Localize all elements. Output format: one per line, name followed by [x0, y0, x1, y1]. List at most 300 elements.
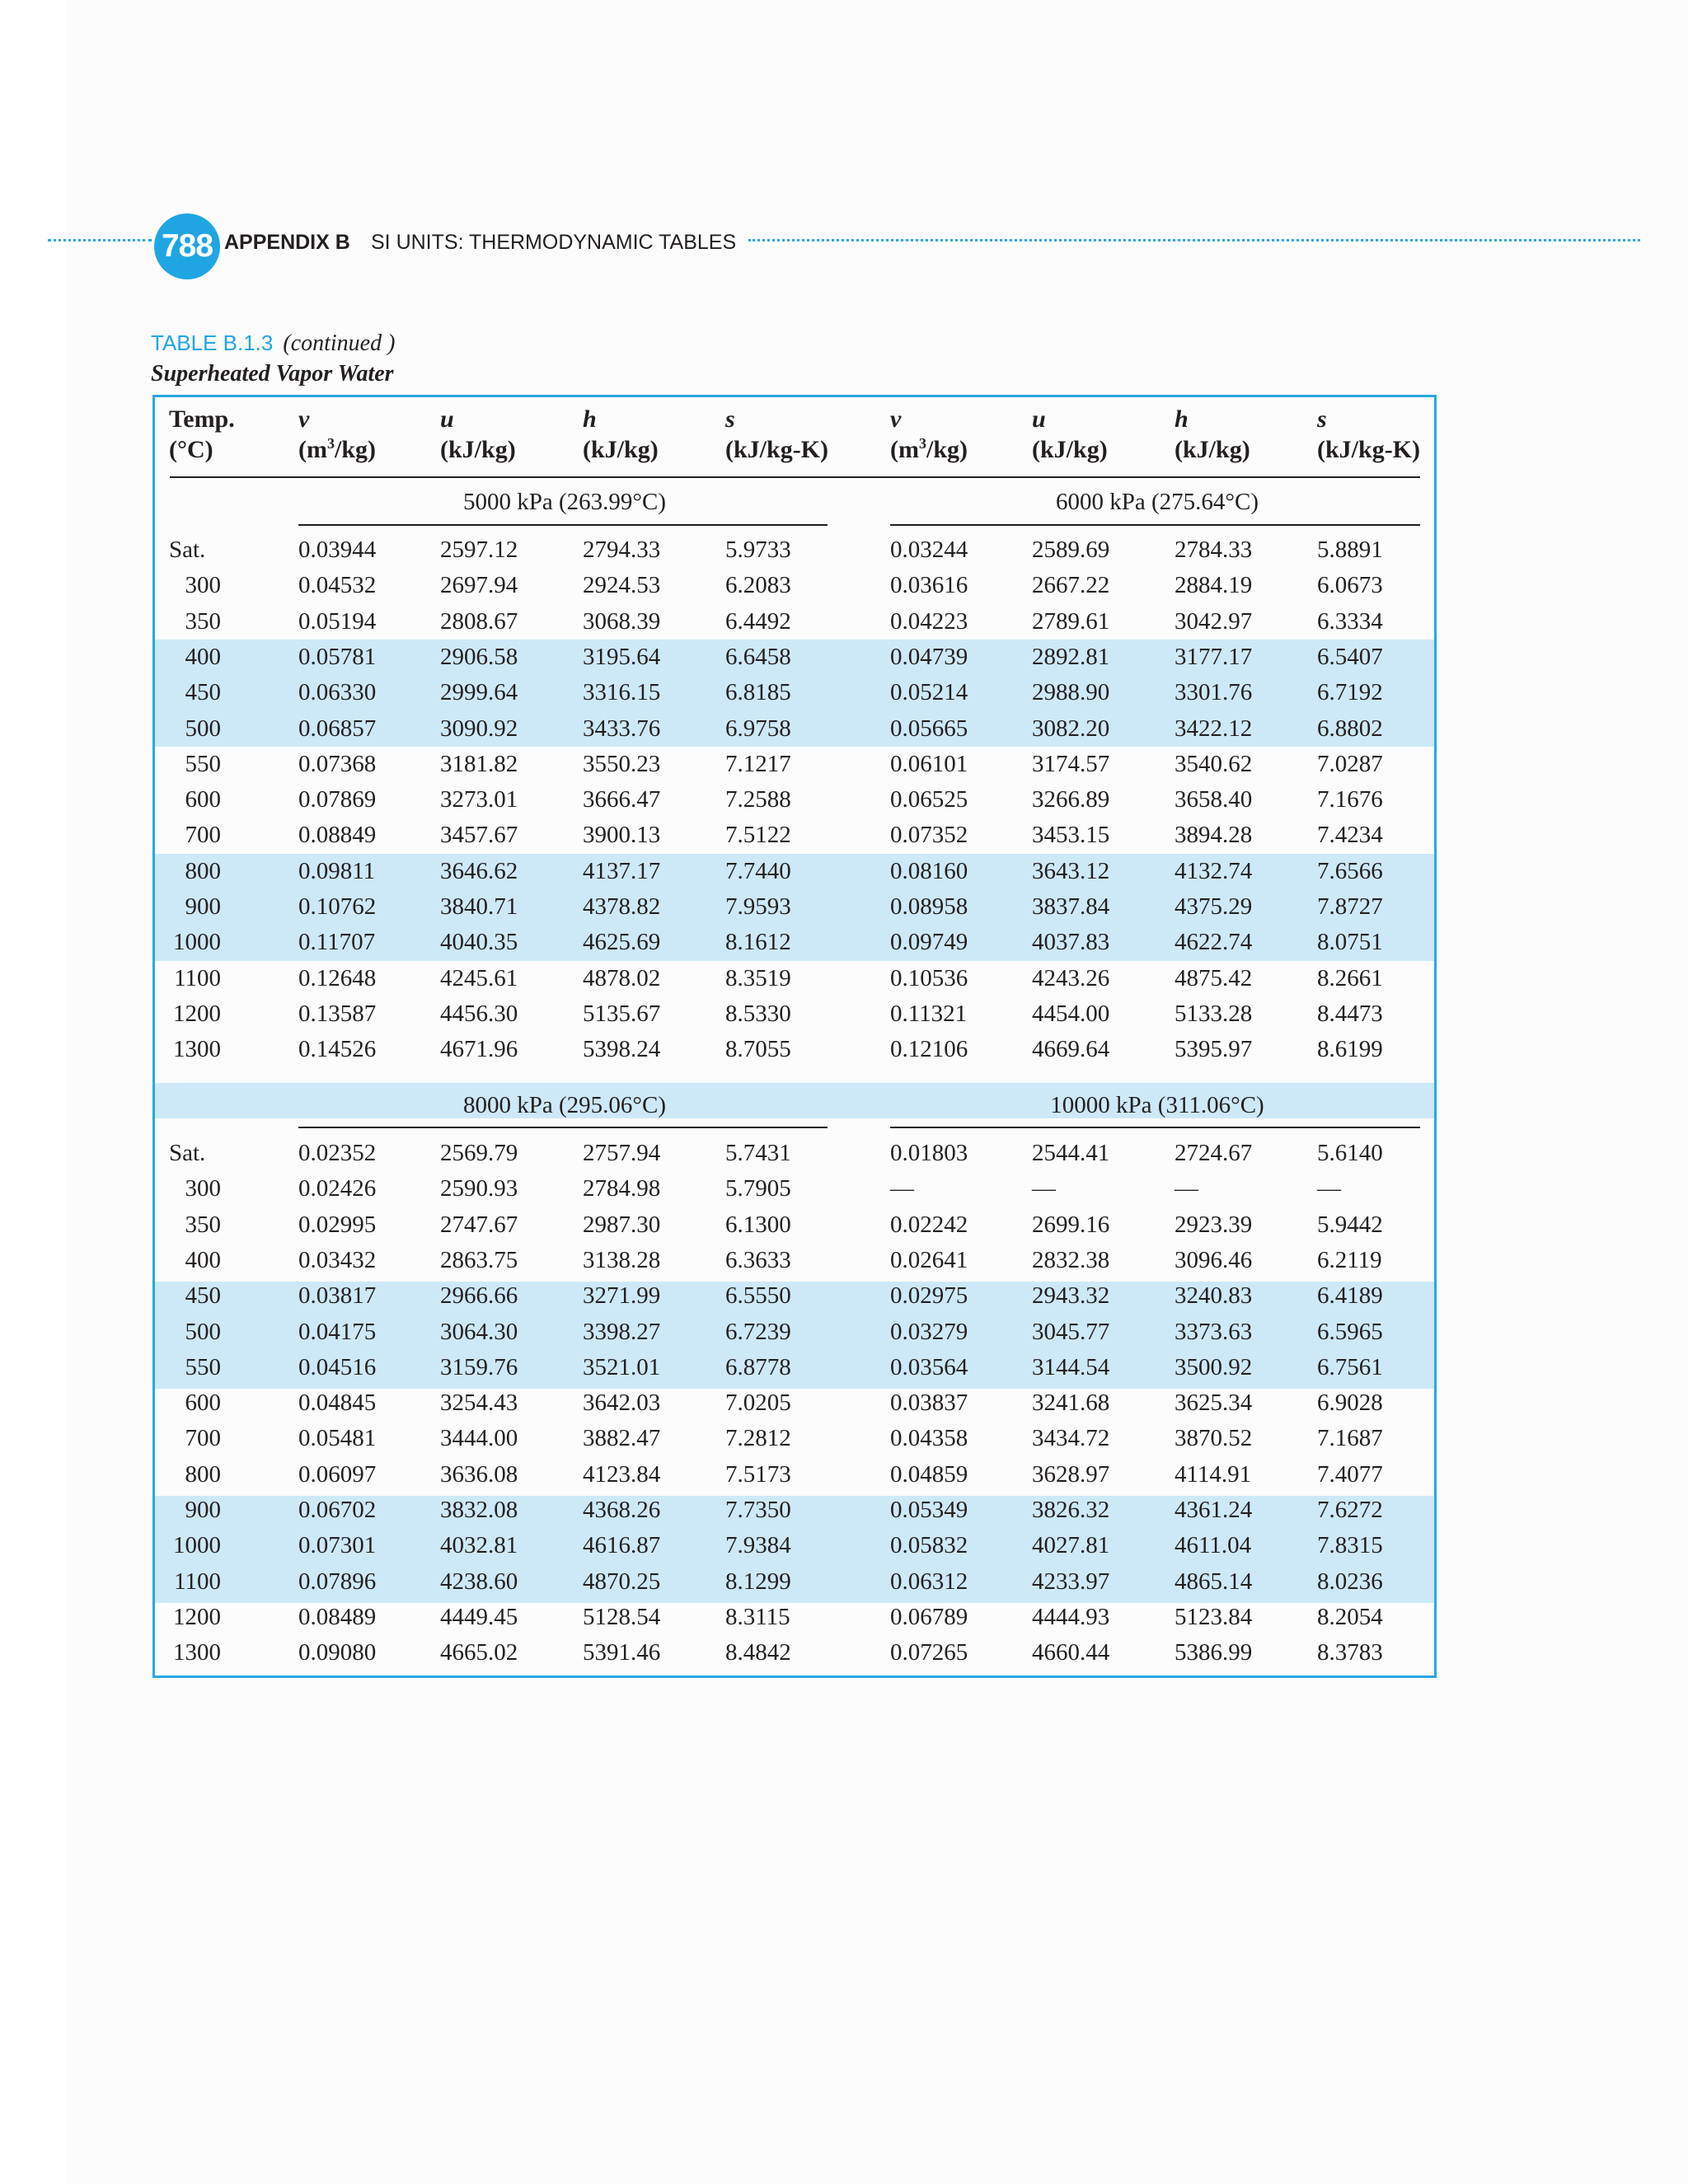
temperature-cell: 800	[185, 1460, 221, 1488]
value-cell: 8.6199	[1317, 1036, 1383, 1063]
value-cell: 0.03432	[298, 1246, 377, 1273]
value-cell: 8.5330	[725, 1000, 791, 1027]
column-header-unit: (kJ/kg)	[440, 436, 516, 463]
value-cell: 7.8315	[1317, 1532, 1383, 1559]
value-cell: 2966.66	[440, 1282, 518, 1310]
value-cell: 6.8185	[725, 679, 791, 706]
table-row	[0, 1207, 1688, 1243]
header-rule	[170, 476, 1420, 478]
value-cell: 2794.33	[583, 537, 661, 563]
value-cell: 0.06789	[890, 1603, 968, 1630]
temperature-cell: 550	[185, 1353, 221, 1380]
value-cell: 3271.99	[583, 1282, 661, 1310]
value-cell: 8.1612	[725, 929, 791, 956]
value-cell: 8.1299	[725, 1568, 791, 1595]
value-cell: 0.05214	[890, 679, 968, 706]
value-cell: 3045.77	[1032, 1318, 1110, 1345]
value-cell: 6.5965	[1317, 1318, 1383, 1345]
temperature-cell: 600	[185, 786, 221, 813]
temperature-cell: 1000	[173, 1532, 221, 1559]
column-header-var: Temp.	[169, 405, 235, 433]
value-cell: 0.04845	[298, 1390, 377, 1417]
value-cell: 3195.64	[583, 643, 661, 670]
value-cell: 4454.00	[1032, 1000, 1110, 1027]
value-cell: 6.8778	[725, 1353, 791, 1380]
header-dotted-rule-right	[748, 239, 1640, 241]
value-cell: 3096.46	[1175, 1246, 1253, 1273]
value-cell: 4123.84	[583, 1460, 661, 1488]
table-row	[0, 1171, 1688, 1207]
temperature-cell: 700	[185, 1425, 221, 1452]
temperature-cell: 500	[185, 1318, 221, 1345]
value-cell: 7.1676	[1317, 786, 1383, 813]
value-cell: 3159.76	[440, 1353, 518, 1380]
value-cell: 4660.44	[1032, 1639, 1110, 1666]
pressure-rule-left	[298, 1127, 828, 1128]
value-cell: 5.9442	[1317, 1211, 1383, 1238]
temperature-cell: 300	[185, 1175, 221, 1202]
value-cell: 6.4492	[725, 607, 791, 635]
value-cell: 2724.67	[1175, 1140, 1253, 1166]
value-cell: 2784.33	[1175, 537, 1253, 563]
value-cell: 3500.92	[1175, 1353, 1253, 1380]
value-cell: 3144.54	[1032, 1353, 1110, 1380]
table-row	[0, 1136, 1688, 1171]
value-cell: 6.0673	[1317, 572, 1383, 599]
value-cell: 0.02352	[298, 1140, 377, 1166]
value-cell: 7.4234	[1317, 822, 1383, 849]
column-header-6	[1032, 404, 1108, 465]
value-cell: 2832.38	[1032, 1246, 1110, 1273]
column-header-1	[298, 404, 376, 465]
value-cell: 4875.42	[1175, 964, 1253, 991]
value-cell: 3177.17	[1175, 643, 1253, 670]
column-header-var: h	[583, 405, 597, 433]
column-header-2	[440, 404, 516, 465]
value-cell: 0.02995	[298, 1211, 377, 1238]
column-header-3	[583, 404, 659, 465]
value-cell: 3082.20	[1032, 715, 1110, 742]
value-cell: 3398.27	[583, 1318, 661, 1345]
page-number: 788	[161, 228, 213, 264]
value-cell: 4027.81	[1032, 1532, 1110, 1559]
value-cell: 4238.60	[440, 1568, 518, 1595]
value-cell: 0.03944	[298, 537, 377, 563]
table-row	[0, 1635, 1688, 1671]
value-cell: 3658.40	[1175, 786, 1253, 813]
appendix-label: APPENDIX B	[224, 231, 350, 254]
temperature-cell: 1200	[173, 1000, 221, 1027]
temperature-cell: 350	[185, 1211, 221, 1238]
value-cell: 8.4473	[1317, 1000, 1383, 1027]
value-cell: 8.2054	[1317, 1603, 1383, 1630]
running-title: SI UNITS: THERMODYNAMIC TABLES	[371, 231, 737, 254]
value-cell: 0.11707	[298, 929, 376, 956]
value-cell: 4233.97	[1032, 1568, 1110, 1595]
value-cell: 0.07368	[298, 750, 377, 777]
column-header-var: v	[890, 405, 902, 433]
value-cell: 4243.26	[1032, 964, 1110, 991]
column-header-unit: $(m^3/kg)$	[298, 435, 376, 463]
value-cell: 8.3115	[725, 1603, 790, 1630]
value-cell: 6.4189	[1317, 1282, 1383, 1310]
value-cell: 2699.16	[1032, 1211, 1110, 1238]
value-cell: 5133.28	[1175, 1000, 1253, 1027]
page-number-badge	[154, 213, 220, 279]
table-row	[0, 889, 1688, 925]
value-cell: 0.05665	[890, 715, 968, 742]
table-row	[0, 1385, 1688, 1421]
value-cell: 0.12106	[890, 1036, 968, 1063]
value-cell: 4037.83	[1032, 929, 1110, 956]
value-cell: 3316.15	[583, 679, 661, 706]
value-cell: 2590.93	[440, 1175, 518, 1202]
value-cell: 2987.30	[583, 1211, 661, 1238]
table-row	[0, 1600, 1688, 1635]
value-cell: 2784.98	[583, 1175, 661, 1202]
value-cell: 3646.62	[440, 857, 518, 884]
value-cell: 0.14526	[298, 1036, 377, 1063]
value-cell: 5135.67	[583, 1000, 661, 1027]
value-cell: 4444.93	[1032, 1603, 1110, 1630]
value-cell: 0.04516	[298, 1353, 377, 1380]
value-cell: 0.02641	[890, 1246, 968, 1273]
value-cell: 4625.69	[583, 929, 661, 956]
value-cell: 4878.02	[583, 964, 661, 991]
value-cell: 3550.23	[583, 750, 661, 777]
value-cell: 4456.30	[440, 1000, 518, 1027]
value-cell: 7.1217	[725, 750, 791, 777]
value-cell: 7.2812	[725, 1425, 791, 1452]
temperature-cell: 400	[185, 1246, 221, 1273]
temperature-cell: Sat.	[169, 1140, 206, 1166]
value-cell: 8.0751	[1317, 929, 1383, 956]
value-cell: 6.8802	[1317, 715, 1383, 742]
temperature-cell: 1300	[173, 1036, 221, 1063]
value-cell: 5128.54	[583, 1603, 661, 1630]
value-cell: 0.06857	[298, 715, 377, 742]
value-cell: 0.07896	[298, 1568, 377, 1595]
value-cell: 3832.08	[440, 1497, 518, 1523]
value-cell: 0.03817	[298, 1282, 377, 1310]
value-cell: 0.08160	[890, 857, 968, 884]
value-cell: 0.06101	[890, 750, 968, 777]
value-cell: 0.04739	[890, 643, 968, 670]
table-row	[0, 747, 1688, 782]
table-row	[0, 1350, 1688, 1385]
value-cell: 0.13587	[298, 1000, 377, 1027]
value-cell: 5.9733	[725, 537, 791, 563]
value-cell: 2597.12	[440, 537, 518, 563]
value-cell: 3900.13	[583, 822, 661, 849]
value-cell: 3064.30	[440, 1318, 518, 1345]
temperature-cell: 800	[185, 857, 221, 884]
pressure-rule-left	[298, 524, 828, 526]
value-cell: 3433.76	[583, 715, 661, 742]
value-cell: 7.5122	[725, 822, 791, 849]
value-cell: 3241.68	[1032, 1390, 1110, 1417]
value-cell: 6.2083	[725, 572, 791, 599]
value-cell: 4032.81	[440, 1532, 518, 1559]
value-cell: 7.1687	[1317, 1425, 1383, 1452]
table-caption	[151, 330, 395, 357]
value-cell: 7.6272	[1317, 1497, 1383, 1523]
table-row	[0, 532, 1688, 568]
value-cell: 2544.41	[1032, 1140, 1110, 1166]
table-row	[0, 1457, 1688, 1493]
value-cell: 0.03279	[890, 1318, 968, 1345]
value-cell: 0.02242	[890, 1211, 968, 1238]
value-cell: 3826.32	[1032, 1497, 1110, 1523]
value-cell: 2863.75	[440, 1246, 518, 1273]
value-cell: 0.07301	[298, 1532, 377, 1559]
value-cell: 3453.15	[1032, 822, 1110, 849]
column-header-0	[169, 404, 235, 465]
temperature-cell: 1000	[173, 929, 221, 956]
value-cell: 5.7905	[725, 1175, 791, 1202]
value-cell: 7.8727	[1317, 893, 1383, 920]
value-cell: 0.06330	[298, 679, 377, 706]
value-cell: 6.9758	[725, 715, 791, 742]
value-cell: 0.12648	[298, 964, 377, 991]
value-cell: 3643.12	[1032, 857, 1110, 884]
column-header-var: h	[1175, 405, 1189, 433]
table-row	[0, 1278, 1688, 1314]
table-row	[0, 568, 1688, 603]
table-row	[0, 1243, 1688, 1278]
table-row	[0, 782, 1688, 818]
value-cell: 3870.52	[1175, 1425, 1253, 1452]
value-cell: 0.10536	[890, 964, 968, 991]
value-cell: 0.05349	[890, 1497, 968, 1523]
value-cell: 4114.91	[1175, 1460, 1252, 1488]
column-header-unit: (kJ/kg-K)	[1317, 436, 1421, 463]
column-header-var: u	[440, 405, 454, 433]
value-cell: 3444.00	[440, 1425, 518, 1452]
temperature-cell: 500	[185, 715, 221, 742]
table-row	[0, 925, 1688, 960]
value-cell: 3254.43	[440, 1390, 518, 1417]
value-cell: 0.05481	[298, 1425, 377, 1452]
value-cell: 2999.64	[440, 679, 518, 706]
value-cell: 0.04175	[298, 1318, 377, 1345]
column-header-8	[1317, 404, 1420, 465]
value-cell: 2988.90	[1032, 679, 1110, 706]
value-cell: 3174.57	[1032, 750, 1110, 777]
value-cell: 3138.28	[583, 1246, 661, 1273]
value-cell: 4671.96	[440, 1036, 518, 1063]
table-row	[0, 711, 1688, 747]
temperature-cell: 900	[185, 1497, 221, 1523]
column-header-5	[890, 404, 968, 465]
value-cell: 3625.34	[1175, 1390, 1253, 1417]
value-cell: 7.9593	[725, 893, 791, 920]
value-cell: 7.4077	[1317, 1460, 1383, 1488]
column-header-unit: (kJ/kg)	[1175, 436, 1250, 463]
value-cell: 3837.84	[1032, 893, 1110, 920]
value-cell: 3273.01	[440, 786, 518, 813]
value-cell: 2697.94	[440, 572, 518, 599]
table-number: TABLE B.1.3	[151, 330, 274, 355]
value-cell: 0.03837	[890, 1390, 968, 1417]
value-cell: —	[1317, 1175, 1341, 1202]
value-cell: 2747.67	[440, 1211, 518, 1238]
value-cell: 5.6140	[1317, 1140, 1383, 1166]
temperature-cell: 1100	[174, 1568, 221, 1595]
table-row	[0, 1528, 1688, 1563]
temperature-cell: 1100	[174, 964, 221, 991]
pressure-rule-right	[890, 1127, 1420, 1128]
temperature-cell: 300	[185, 572, 221, 599]
value-cell: 4375.29	[1175, 893, 1253, 920]
value-cell: 7.0287	[1317, 750, 1383, 777]
value-cell: 7.7440	[725, 857, 791, 884]
temperature-cell: 450	[185, 679, 221, 706]
value-cell: 8.4842	[725, 1639, 791, 1666]
column-header-var: s	[725, 405, 735, 433]
table-row	[0, 818, 1688, 853]
column-header-var: v	[298, 405, 310, 433]
value-cell: 3090.92	[440, 715, 518, 742]
value-cell: 4245.61	[440, 964, 518, 991]
value-cell: 4611.04	[1175, 1532, 1252, 1559]
value-cell: 3301.76	[1175, 679, 1253, 706]
value-cell: 0.05194	[298, 607, 377, 635]
value-cell: 6.9028	[1317, 1390, 1383, 1417]
value-cell: 7.9384	[725, 1532, 791, 1559]
table-row	[0, 604, 1688, 640]
value-cell: 4361.24	[1175, 1497, 1253, 1523]
column-header-unit: (kJ/kg-K)	[725, 436, 829, 463]
column-header-7	[1175, 404, 1250, 465]
pressure-title-left: 5000 kPa (263.99°C)	[462, 489, 666, 515]
value-cell: 2924.53	[583, 572, 661, 599]
value-cell: 0.11321	[890, 1000, 968, 1027]
value-cell: 7.5173	[725, 1460, 791, 1488]
value-cell: 4616.87	[583, 1532, 661, 1559]
value-cell: 3266.89	[1032, 786, 1110, 813]
pressure-rule-right	[890, 524, 1420, 526]
value-cell: 0.04358	[890, 1425, 968, 1452]
table-row	[0, 1421, 1688, 1456]
value-cell: 7.6566	[1317, 857, 1383, 884]
value-cell: 8.0236	[1317, 1568, 1383, 1595]
value-cell: 0.08489	[298, 1603, 377, 1630]
table-subtitle: Superheated Vapor Water	[151, 361, 394, 387]
value-cell: 6.5407	[1317, 643, 1383, 670]
value-cell: 0.02975	[890, 1282, 968, 1310]
table-row	[0, 675, 1688, 710]
value-cell: 2906.58	[440, 643, 518, 670]
value-cell: 2667.22	[1032, 572, 1110, 599]
table-continued: (continued )	[283, 330, 396, 356]
value-cell: 6.7561	[1317, 1353, 1383, 1380]
value-cell: 3434.72	[1032, 1425, 1110, 1452]
value-cell: 3068.39	[583, 607, 661, 635]
column-header-unit: (kJ/kg)	[583, 436, 659, 463]
value-cell: 8.3783	[1317, 1639, 1383, 1666]
table-row	[0, 961, 1688, 996]
value-cell: 0.04532	[298, 572, 377, 599]
value-cell: 0.06702	[298, 1497, 377, 1523]
value-cell: 6.2119	[1317, 1246, 1382, 1273]
value-cell: 6.6458	[725, 643, 791, 670]
value-cell: 3457.67	[440, 822, 518, 849]
value-cell: 4665.02	[440, 1639, 518, 1666]
column-header-var: s	[1317, 405, 1327, 433]
value-cell: 7.2588	[725, 786, 791, 813]
value-cell: 4865.14	[1175, 1568, 1253, 1595]
table-row	[0, 1032, 1688, 1067]
value-cell: 0.07265	[890, 1639, 968, 1666]
temperature-cell: 1300	[173, 1639, 221, 1666]
header-dotted-rule-left	[48, 239, 152, 241]
value-cell: 2808.67	[440, 607, 518, 635]
temperature-cell: 550	[185, 750, 221, 777]
temperature-cell: 400	[185, 643, 221, 670]
temperature-cell: 450	[185, 1282, 221, 1310]
table-row	[0, 1564, 1688, 1600]
value-cell: 3042.97	[1175, 607, 1253, 635]
value-cell: 2892.81	[1032, 643, 1110, 670]
value-cell: 0.08958	[890, 893, 968, 920]
value-cell: 6.1300	[725, 1211, 791, 1238]
temperature-cell: 600	[185, 1390, 221, 1417]
value-cell: 6.7192	[1317, 679, 1383, 706]
value-cell: 5123.84	[1175, 1603, 1253, 1630]
value-cell: —	[1175, 1175, 1198, 1202]
column-header-var: u	[1032, 405, 1046, 433]
value-cell: 0.03564	[890, 1353, 968, 1380]
value-cell: 3642.03	[583, 1390, 661, 1417]
value-cell: 0.05832	[890, 1532, 968, 1559]
value-cell: 0.03244	[890, 537, 968, 563]
temperature-cell: 1200	[173, 1603, 221, 1630]
value-cell: —	[890, 1175, 914, 1202]
value-cell: 7.7350	[725, 1497, 791, 1523]
value-cell: 3882.47	[583, 1425, 661, 1452]
value-cell: 0.02426	[298, 1175, 377, 1202]
value-cell: 0.08849	[298, 822, 377, 849]
value-cell: 5386.99	[1175, 1639, 1253, 1666]
column-header-unit: (°C)	[169, 436, 213, 463]
temperature-cell: Sat.	[169, 537, 206, 563]
value-cell: 3240.83	[1175, 1282, 1253, 1310]
table-row	[0, 640, 1688, 675]
value-cell: 0.10762	[298, 893, 377, 920]
value-cell: 0.06312	[890, 1568, 968, 1595]
value-cell: 0.06097	[298, 1460, 377, 1488]
value-cell: 0.01803	[890, 1140, 968, 1166]
value-cell: 8.7055	[725, 1036, 791, 1063]
value-cell: 5395.97	[1175, 1036, 1253, 1063]
temperature-cell: 900	[185, 893, 221, 920]
value-cell: 3181.82	[440, 750, 518, 777]
value-cell: 4040.35	[440, 929, 518, 956]
column-header-unit: $(m^3/kg)$	[890, 435, 968, 463]
column-header-unit: (kJ/kg)	[1032, 436, 1108, 463]
value-cell: 3894.28	[1175, 822, 1253, 849]
value-cell: 0.04223	[890, 607, 968, 635]
value-cell: 0.04859	[890, 1460, 968, 1488]
value-cell: 7.0205	[725, 1390, 791, 1417]
value-cell: 3540.62	[1175, 750, 1253, 777]
table-row	[0, 854, 1688, 889]
value-cell: 6.3633	[725, 1246, 791, 1273]
value-cell: 2789.61	[1032, 607, 1110, 635]
value-cell: 5.8891	[1317, 537, 1383, 563]
value-cell: 2569.79	[440, 1140, 518, 1166]
